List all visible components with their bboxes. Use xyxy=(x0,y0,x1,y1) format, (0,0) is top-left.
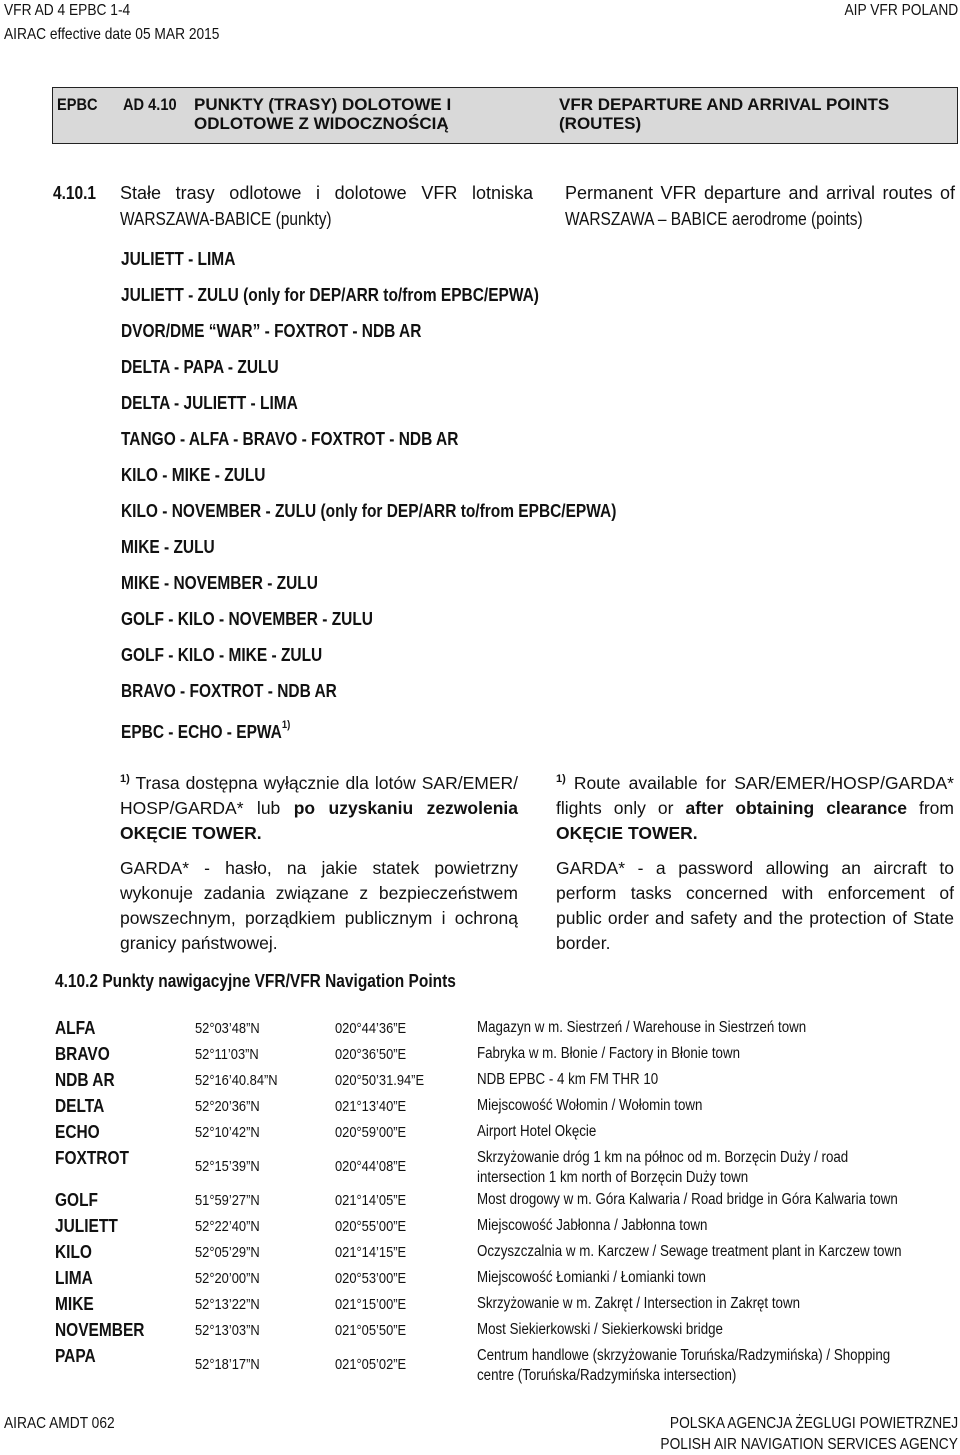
nav-point-name: GOLF xyxy=(55,1190,98,1210)
nav-point-longitude: 021°13’40”E xyxy=(335,1098,407,1115)
route-item: MIKE - NOVEMBER - ZULU xyxy=(121,573,318,593)
nav-point-longitude: 021°05’50”E xyxy=(335,1322,407,1339)
nav-point-description: Miejscowość Jabłonna / Jabłonna town xyxy=(477,1217,708,1234)
footer-agency-pl: POLSKA AGENCJA ŻEGLUGI POWIETRZNEJ xyxy=(669,1415,958,1432)
section-4101-text-en-line1: Permanent VFR departure and arrival routes of xyxy=(565,183,955,203)
route-item: DELTA - JULIETT - LIMA xyxy=(121,393,298,413)
route-item: TANGO - ALFA - BRAVO - FOXTROT - NDB AR xyxy=(121,429,459,449)
nav-point-description: Magazyn w m. Siestrzeń / Warehouse in Siestrzeń town xyxy=(477,1019,807,1036)
nav-point-latitude: 52°20’36”N xyxy=(195,1098,260,1115)
nav-point-name: DELTA xyxy=(55,1096,105,1116)
note-pl-1 xyxy=(120,767,518,846)
title-polish: PUNKTY (TRASY) DOLOTOWE I ODLOTOWE Z WIDOCZNOŚCIĄ xyxy=(194,95,452,133)
nav-point-longitude: 021°15’00”E xyxy=(335,1296,407,1313)
nav-point-name: LIMA xyxy=(55,1268,93,1288)
nav-point-longitude: 020°50’31.94”E xyxy=(335,1072,425,1089)
nav-point-latitude: 51°59’27”N xyxy=(195,1192,260,1209)
section-4101-text-pl-line2: WARSZAWA-BABICE (punkty) xyxy=(120,209,332,229)
nav-point-latitude: 52°05’29”N xyxy=(195,1244,260,1261)
route-item: JULIETT - LIMA xyxy=(121,249,236,269)
note-en-1-text: Route available for SAR/EMER/HOSP/GARDA* flights only or xyxy=(556,772,954,818)
nav-point-name: PAPA xyxy=(55,1346,96,1366)
section-4101-text-en-line2: WARSZAWA – BABICE aerodrome (points) xyxy=(565,209,863,229)
note-pl-2: GARDA* - hasło, na jakie statek powietrzny wykonuje zadania związane z bezpieczeństwem powszechnym, porządkiem publicznym i ochroną granicy państwowej. xyxy=(120,858,518,953)
nav-point-longitude: 020°55’00”E xyxy=(335,1218,407,1235)
nav-point-description: Miejscowość Wołomin / Wołomin town xyxy=(477,1097,703,1114)
nav-point-description: Airport Hotel Okęcie xyxy=(477,1123,597,1140)
nav-point-description: Most Siekierkowski / Siekierkowski bridge xyxy=(477,1321,723,1338)
nav-point-description: Miejscowość Łomianki / Łomianki town xyxy=(477,1269,706,1286)
section-4101-text-pl-line1: Stałe trasy odlotowe i dolotowe VFR lotniska xyxy=(120,183,533,203)
note-pl-1-text: Trasa dostępna wyłącznie dla lotów SAR/EMER/ HOSP/GARDA* lub xyxy=(120,772,518,818)
publication-name: AIP VFR POLAND xyxy=(844,2,958,19)
route-echo-footnote-mark: 1) xyxy=(281,719,291,731)
nav-point-latitude: 52°22’40”N xyxy=(195,1218,260,1235)
route-item: KILO - MIKE - ZULU xyxy=(121,465,266,485)
section-4101-number: 4.10.1 xyxy=(53,183,97,203)
nav-point-description: Skrzyżowanie w m. Zakręt / Intersection in Zakręt town xyxy=(477,1295,800,1312)
nav-point-name: BRAVO xyxy=(55,1044,110,1064)
route-item: KILO - NOVEMBER - ZULU (only for DEP/ARR to/from EPBC/EPWA) xyxy=(121,501,617,521)
nav-point-latitude: 52°16’40.84”N xyxy=(195,1072,278,1089)
nav-point-name: NDB AR xyxy=(55,1070,115,1090)
aerodrome-code: EPBC xyxy=(57,95,98,114)
note-en-1 xyxy=(556,767,954,846)
section-title-box xyxy=(52,87,958,144)
note-en-1-text2: from xyxy=(906,797,954,818)
route-item: JULIETT - ZULU (only for DEP/ARR to/from EPBC/EPWA) xyxy=(121,285,539,305)
note-en-2: GARDA* - a password allowing an aircraft to perform tasks concerned with enforcement of public order and safety and the protection of State border. xyxy=(556,858,954,953)
nav-point-longitude: 021°14’15”E xyxy=(335,1244,407,1261)
route-item: BRAVO - FOXTROT - NDB AR xyxy=(121,681,337,701)
route-item: GOLF - KILO - NOVEMBER - ZULU xyxy=(121,609,373,629)
route-item: DELTA - PAPA - ZULU xyxy=(121,357,279,377)
nav-point-name: MIKE xyxy=(55,1294,94,1314)
nav-point-longitude: 020°53’00”E xyxy=(335,1270,407,1287)
nav-point-latitude: 52°03’48”N xyxy=(195,1020,260,1037)
nav-point-description: Skrzyżowanie dróg 1 km na północ od m. Borzęcin Duży / road xyxy=(477,1149,849,1166)
route-item: MIKE - ZULU xyxy=(121,537,215,557)
nav-point-name: ALFA xyxy=(55,1018,96,1038)
nav-point-description: Centrum handlowe (skrzyżowanie Toruńska/Radzymińska) / Shopping xyxy=(477,1347,891,1364)
nav-point-name: NOVEMBER xyxy=(55,1320,145,1340)
nav-point-latitude: 52°13’22”N xyxy=(195,1296,260,1313)
nav-point-longitude: 020°36’50”E xyxy=(335,1046,407,1063)
note-en-1-bold2: OKĘCIE TOWER. xyxy=(556,822,698,843)
nav-point-name: ECHO xyxy=(55,1122,100,1142)
nav-point-description: Oczyszczalnia w m. Karczew / Sewage treatment plant in Karczew town xyxy=(477,1243,902,1260)
nav-point-latitude: 52°20’00”N xyxy=(195,1270,260,1287)
nav-point-name: KILO xyxy=(55,1242,92,1262)
doc-reference: VFR AD 4 EPBC 1-4 xyxy=(4,2,131,19)
nav-point-name: JULIETT xyxy=(55,1216,118,1236)
nav-point-description: Fabryka w m. Błonie / Factory in Błonie town xyxy=(477,1045,741,1062)
nav-point-latitude: 52°13’03”N xyxy=(195,1322,260,1339)
footer-amendment: AIRAC AMDT 062 xyxy=(4,1415,115,1432)
nav-point-longitude: 020°44’08”E xyxy=(335,1158,407,1175)
nav-point-description: Most drogowy w m. Góra Kalwaria / Road bridge in Góra Kalwaria town xyxy=(477,1191,898,1208)
section-number: AD 4.10 xyxy=(123,95,177,114)
nav-point-name: FOXTROT xyxy=(55,1148,129,1168)
route-item-echo xyxy=(121,719,291,743)
route-item: GOLF - KILO - MIKE - ZULU xyxy=(121,645,323,665)
note-pl-footnote-mark: 1) xyxy=(120,773,130,785)
note-en-footnote-mark: 1) xyxy=(556,773,566,785)
nav-point-longitude: 020°44’36”E xyxy=(335,1020,407,1037)
footer-agency-en: POLISH AIR NAVIGATION SERVICES AGENCY xyxy=(660,1436,958,1453)
note-pl-1-bold: po uzyskaniu zezwolenia OKĘCIE TOWER. xyxy=(120,797,518,843)
nav-point-latitude: 52°10’42”N xyxy=(195,1124,260,1141)
section-4102-title: 4.10.2 Punkty nawigacyjne VFR/VFR Navigation Points xyxy=(55,971,456,991)
nav-point-longitude: 021°05’02”E xyxy=(335,1356,407,1373)
nav-point-description-line2: centre (Toruńska/Radzymińska intersection) xyxy=(477,1367,737,1384)
airac-effective-date: AIRAC effective date 05 MAR 2015 xyxy=(4,26,220,43)
note-en-1-bold: after obtaining clearance xyxy=(685,797,907,818)
nav-point-description-line2: intersection 1 km north of Borzęcin Duży town xyxy=(477,1169,749,1186)
route-echo-text: EPBC - ECHO - EPWA xyxy=(121,722,282,742)
nav-point-longitude: 021°14’05”E xyxy=(335,1192,407,1209)
nav-point-latitude: 52°11’03”N xyxy=(195,1046,259,1063)
title-english: VFR DEPARTURE AND ARRIVAL POINTS (ROUTES) xyxy=(559,95,890,133)
nav-point-description: NDB EPBC - 4 km FM THR 10 xyxy=(477,1071,659,1088)
route-item: DVOR/DME “WAR” - FOXTROT - NDB AR xyxy=(121,321,422,341)
nav-point-latitude: 52°15’39”N xyxy=(195,1158,260,1175)
nav-point-latitude: 52°18’17”N xyxy=(195,1356,260,1373)
nav-point-longitude: 020°59’00”E xyxy=(335,1124,407,1141)
